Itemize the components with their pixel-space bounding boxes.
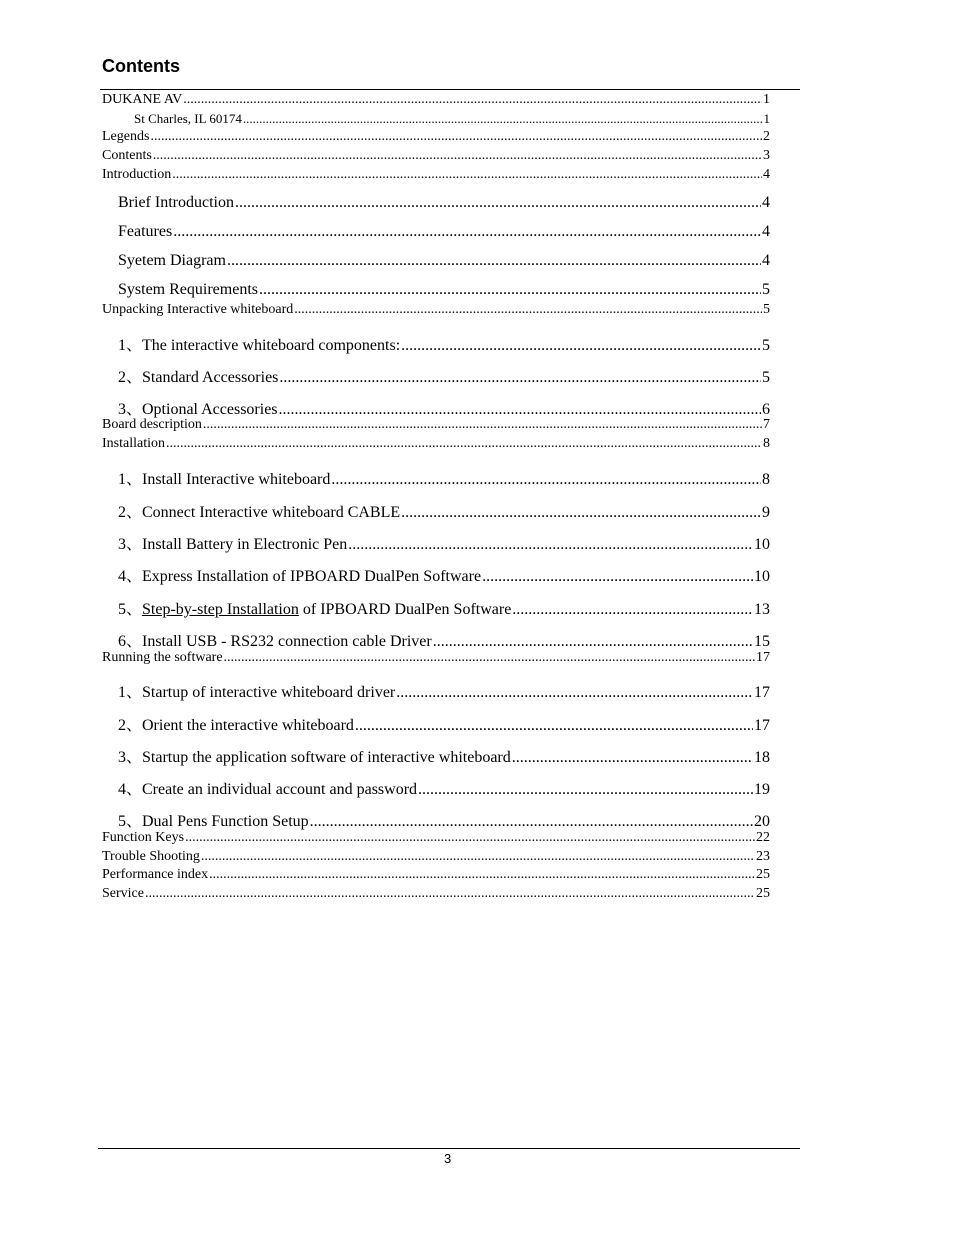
toc-entry-title: Brief Introduction (118, 194, 234, 211)
dot-leader (348, 536, 753, 554)
toc-entry-title: 3、Optional Accessories (118, 401, 278, 418)
toc-entry-page: 19 (754, 781, 770, 798)
toc-entry-page: 17 (754, 717, 770, 734)
dot-leader (512, 601, 753, 619)
dot-leader (209, 867, 755, 883)
toc-entry-page: 5 (762, 337, 770, 354)
toc-entry-title: 2、Connect Interactive whiteboard CABLE (118, 504, 401, 521)
toc-entry-title: Syetem Diagram (118, 252, 226, 269)
toc-entry[interactable] (102, 867, 770, 883)
toc-entry-title: Running the software (102, 650, 223, 665)
toc-entry-title: 2、Standard Accessories (118, 369, 279, 386)
toc-entry-page: 15 (754, 633, 770, 650)
toc-entry-page: 5 (763, 302, 770, 317)
dot-leader (331, 471, 761, 489)
toc-entry-page: 5 (762, 369, 770, 386)
dot-leader (153, 148, 762, 164)
toc-entry-page: 20 (754, 813, 770, 830)
toc-entry-page: 13 (754, 601, 770, 618)
toc-entry[interactable] (102, 167, 770, 183)
toc-entry-page: 6 (762, 401, 770, 418)
toc-entry-title: Contents (102, 148, 152, 163)
dot-leader (227, 252, 761, 270)
toc-entry-suffix: of IPBOARD DualPen Software (298, 601, 512, 618)
toc-entry[interactable] (118, 744, 770, 767)
toc-entry-title: 1、The interactive whiteboard components: (118, 337, 401, 354)
toc-entry-page: 25 (756, 867, 770, 882)
dot-leader (310, 813, 753, 831)
toc-entry-page: 5 (762, 281, 770, 298)
dot-leader (173, 223, 761, 241)
toc-entry-title: 1、Startup of interactive whiteboard driver (118, 684, 396, 701)
toc-entry-title: Performance index (102, 867, 209, 882)
dot-leader (243, 111, 763, 127)
toc-entry[interactable] (102, 650, 770, 666)
toc-entry-title: St Charles, IL 60174 (134, 111, 242, 126)
toc-entry-title: Service (102, 886, 144, 901)
toc-entry-page: 4 (762, 223, 770, 240)
toc-entry[interactable] (102, 849, 770, 865)
toc-entry-page: 9 (762, 504, 770, 521)
toc-entry-title: Introduction (102, 167, 172, 182)
toc-entry-page: 7 (763, 417, 770, 432)
page-title: Contents (102, 56, 180, 76)
dot-leader (401, 337, 761, 355)
toc-entry[interactable] (134, 111, 770, 127)
dot-leader (396, 684, 753, 702)
dot-leader (166, 436, 762, 452)
dot-leader (401, 504, 761, 522)
toc-entry-page: 18 (754, 749, 770, 766)
toc-entry-page: 4 (762, 194, 770, 211)
toc-entry-page: 1 (763, 111, 770, 126)
toc-entry[interactable] (118, 396, 770, 419)
toc-entry-title: Board description (102, 417, 202, 432)
toc-entry-title: DUKANE AV (102, 92, 183, 107)
step-by-step-link[interactable]: Step-by-step Installation (142, 601, 299, 618)
toc-entry[interactable] (118, 596, 770, 619)
toc-entry[interactable] (118, 281, 770, 299)
toc-entry-title: 1、Install Interactive whiteboard (118, 471, 331, 488)
toc-entry[interactable] (118, 466, 770, 489)
toc-entry-page: 23 (756, 849, 770, 864)
toc-entry-page: 4 (762, 252, 770, 269)
toc-entry-page: 25 (756, 886, 770, 901)
toc-entry-title: 3、Install Battery in Electronic Pen (118, 536, 348, 553)
toc-entry[interactable] (118, 712, 770, 735)
toc-entry-page: 22 (756, 830, 770, 845)
dot-leader (279, 369, 761, 387)
toc-entry-title (118, 596, 511, 619)
dot-leader (172, 167, 762, 183)
dot-leader (433, 633, 753, 651)
dot-leader (512, 749, 753, 767)
toc-entry[interactable] (118, 223, 770, 241)
dot-leader (294, 302, 762, 318)
toc-entry-title: Features (118, 223, 173, 240)
dot-leader (150, 129, 762, 145)
toc-entry[interactable] (118, 499, 770, 522)
dot-leader (224, 650, 755, 666)
dot-leader (235, 194, 761, 212)
toc-entry[interactable] (118, 563, 770, 586)
dot-leader (183, 92, 762, 108)
toc-entry-title: Installation (102, 436, 165, 451)
toc-entry-page: 17 (756, 650, 770, 665)
dot-leader (482, 568, 753, 586)
toc-entry[interactable] (102, 148, 770, 164)
toc-entry-title: Function Keys (102, 830, 185, 845)
toc-entry[interactable] (102, 436, 770, 452)
dot-leader (185, 830, 755, 846)
toc-entry-title: 2、Orient the interactive whiteboard (118, 717, 354, 734)
toc-entry[interactable] (118, 531, 770, 554)
toc-entry-title: 3、Startup the application software of interactive whiteboard (118, 749, 511, 766)
toc-entry[interactable] (118, 776, 770, 799)
dot-leader (259, 281, 761, 299)
toc-entry-page: 10 (754, 536, 770, 553)
toc-entry-page: 8 (762, 471, 770, 488)
toc-entry-title: System Requirements (118, 281, 258, 298)
toc-entry-title: 4、Express Installation of IPBOARD DualPen Software (118, 568, 482, 585)
toc-entry[interactable] (102, 830, 770, 846)
dot-leader (203, 417, 762, 433)
toc-entry-page: 8 (763, 436, 770, 451)
toc-entry-title: Unpacking Interactive whiteboard (102, 302, 294, 317)
toc-entry-page: 17 (754, 684, 770, 701)
dot-leader (418, 781, 753, 799)
toc-entry-page: 3 (763, 148, 770, 163)
toc-entry[interactable] (102, 417, 770, 433)
toc-entry[interactable] (118, 808, 770, 831)
toc-entry-title: Legends (102, 129, 150, 144)
dot-leader (201, 849, 755, 865)
toc-entry-title: 5、Dual Pens Function Setup (118, 813, 309, 830)
toc-entry[interactable] (118, 194, 770, 212)
toc-entry-title: Trouble Shooting (102, 849, 200, 864)
toc-entry-page: 10 (754, 568, 770, 585)
toc-entry[interactable] (118, 332, 770, 355)
toc-entry-prefix: 5、 (118, 601, 143, 618)
toc-entry[interactable] (102, 302, 770, 318)
toc-entry[interactable] (118, 252, 770, 270)
toc-entry[interactable] (102, 129, 770, 145)
toc-entry[interactable] (118, 628, 770, 651)
toc-entry[interactable] (102, 92, 770, 108)
toc-entry[interactable] (102, 886, 770, 902)
toc-entry-page: 4 (763, 167, 770, 182)
dot-leader (355, 717, 753, 735)
toc-entry-page: 1 (763, 92, 770, 107)
toc-entry[interactable] (118, 679, 770, 702)
toc-entry-title: 4、Create an individual account and password (118, 781, 418, 798)
toc-entry[interactable] (118, 364, 770, 387)
toc-entry-title: 6、Install USB - RS232 connection cable Driver (118, 633, 432, 650)
toc-entry-page: 2 (763, 129, 770, 144)
page-number: 3 (444, 1151, 452, 1166)
dot-leader (145, 886, 755, 902)
footer-rule (98, 1148, 800, 1149)
